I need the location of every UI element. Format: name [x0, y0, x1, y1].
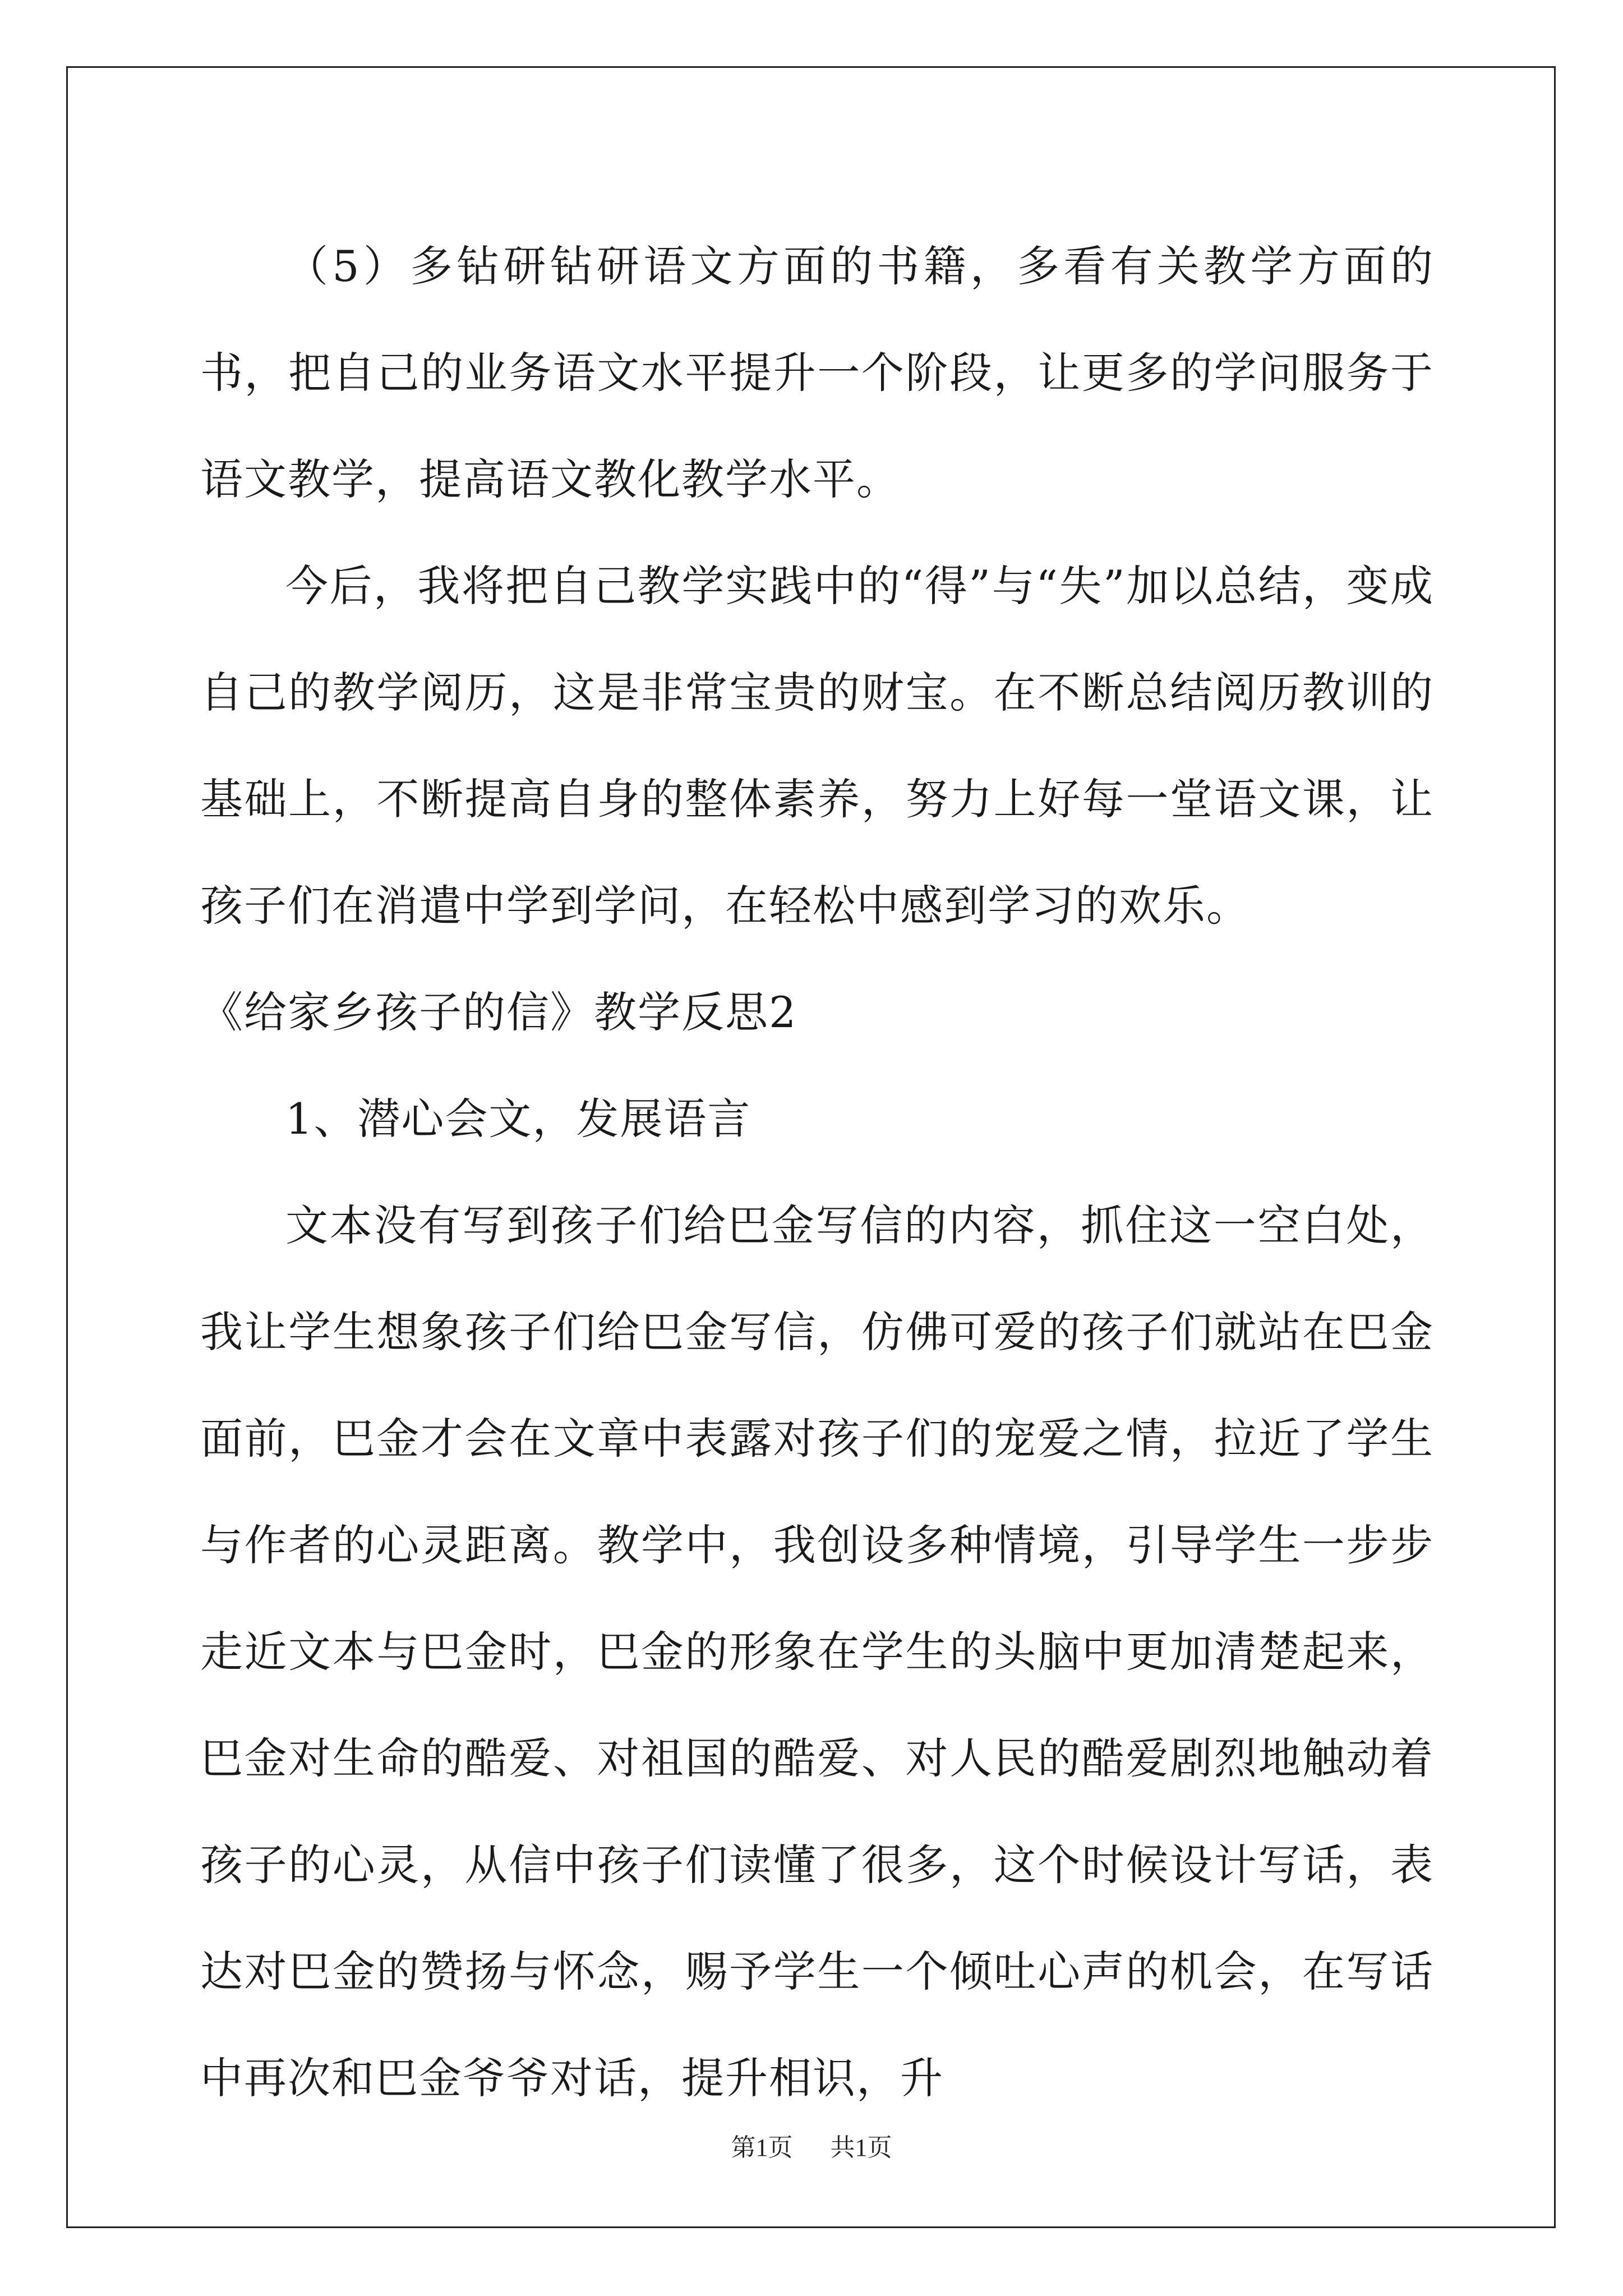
paragraph-2: 今后，我将把自己教学实践中的“得”与“失”加以总结，变成自己的教学阅历，这是非常宝贵的财宝。在不断总结阅历教训的基础上，不断提高自身的整体素养，努力上好每一堂语文课，让孩子们在消遣中学到学问，在轻松中感到学习的欢乐。 — [200, 561, 1434, 931]
page-footer — [0, 2127, 1623, 2163]
page-total: 共1页 — [830, 2134, 892, 2161]
paragraph-1: （5）多钻研钻研语文方面的书籍，多看有关教学方面的书，把自己的业务语文水平提升一个阶段，让更多的学问服务于语文教学，提高语文教化教学水平。 — [200, 241, 1434, 504]
sub-heading: 1、潜心会文，发展语言 — [285, 1094, 751, 1144]
paragraph-3: 文本没有写到孩子们给巴金写信的内容，抓住这一空白处，我让学生想象孩子们给巴金写信，仿佛可爱的孩子们就站在巴金面前，巴金才会在文章中表露对孩子们的宠爱之情，拉近了学生与作者的心灵距离。教学中，我创设多种情境，引导学生一步步走近文本与巴金时，巴金的形象在学生的头脑中更加清楚起来，巴金对生命的酷爱、对祖国的酷爱、对人民的酷爱剧烈地触动着孩子的心灵，从信中孩子们读懂了很多，这个时候设计写话，表达对巴金的赞扬与怀念，赐予学生一个倾吐心声的机会，在写话中再次和巴金爷爷对话，提升相识，升 — [200, 1200, 1434, 2103]
document-body — [200, 213, 1434, 2132]
section-heading: 《给家乡孩子的信》教学反思2 — [200, 987, 797, 1037]
page-number: 第1页 — [731, 2134, 793, 2161]
